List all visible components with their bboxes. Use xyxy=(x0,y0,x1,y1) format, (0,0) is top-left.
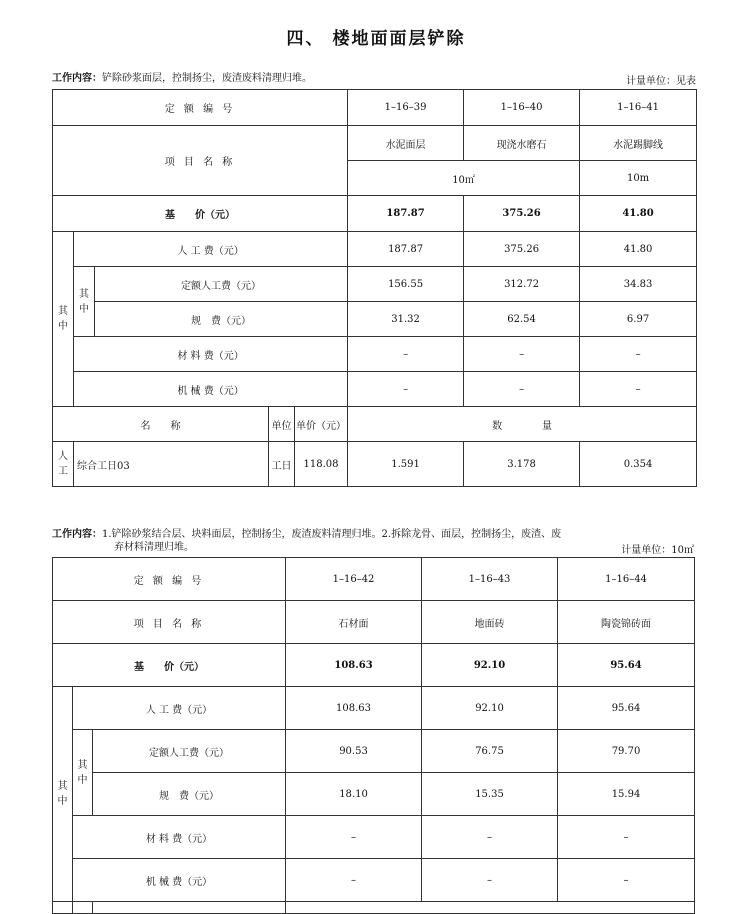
material-cell: – xyxy=(558,816,695,859)
sub-among-label: 其中 xyxy=(74,267,95,337)
quota-labor-label: 定额人工费（元） xyxy=(95,267,348,302)
quota-labor-cell: 90.53 xyxy=(286,730,422,773)
work-content-text-line1: 1.铲除砂浆结合层、块料面层，控制扬尘，废渣废料清理归堆。2.拆除龙骨、面层，控制扬尘，废渣、废 xyxy=(102,529,562,540)
code-cell: 1–16–44 xyxy=(558,558,695,601)
resource-name: 综合工日03 xyxy=(74,442,269,487)
machine-cell: – xyxy=(286,859,422,902)
fee-label: 规 费（元） xyxy=(95,302,348,337)
labor-cell: 187.87 xyxy=(348,232,464,267)
fee-cell: 31.32 xyxy=(348,302,464,337)
machine-cell: – xyxy=(464,372,580,407)
material-label: 材 料 费（元） xyxy=(73,816,286,859)
resource-qty-cell: 1.591 xyxy=(348,442,464,487)
fee-cell: 18.10 xyxy=(286,773,422,816)
code-cell: 1–16–43 xyxy=(422,558,558,601)
base-price-label: 基 价（元） xyxy=(53,196,348,232)
fee-cell: 15.35 xyxy=(422,773,558,816)
labor-cell: 108.63 xyxy=(286,687,422,730)
among-label: 其中 xyxy=(53,232,74,407)
base-price-cell: 108.63 xyxy=(286,644,422,687)
quota-table-1 xyxy=(52,89,697,487)
quantity-header: 数 量 xyxy=(348,407,697,442)
work-content-label: 工作内容： xyxy=(52,529,102,540)
among-label: 其中 xyxy=(53,687,73,902)
resource-qty-cell: 0.354 xyxy=(580,442,697,487)
work-content-label: 工作内容： xyxy=(52,73,102,84)
item-name-label: 项 目 名 称 xyxy=(53,126,348,196)
quota-labor-cell: 312.72 xyxy=(464,267,580,302)
codes-label: 定 额 编 号 xyxy=(53,558,286,601)
code-cell: 1–16–39 xyxy=(348,90,464,126)
code-cell: 1–16–41 xyxy=(580,90,697,126)
code-cell: 1–16–42 xyxy=(286,558,422,601)
unit-note-1: 计量单位：见表 xyxy=(626,76,696,87)
resource-category: 人工 xyxy=(53,442,74,487)
base-price-cell: 375.26 xyxy=(464,196,580,232)
base-price-label: 基 价（元） xyxy=(53,644,286,687)
item-name-cell: 现浇水磨石 xyxy=(464,126,580,161)
work-content-1 xyxy=(52,72,612,85)
base-price-cell: 187.87 xyxy=(348,196,464,232)
base-price-cell: 95.64 xyxy=(558,644,695,687)
item-name-cell: 地面砖 xyxy=(422,601,558,644)
quota-labor-label: 定额人工费（元） xyxy=(93,730,286,773)
machine-cell: – xyxy=(580,372,697,407)
base-price-cell: 41.80 xyxy=(580,196,697,232)
machine-cell: – xyxy=(558,859,695,902)
unit-price-header: 单价（元） xyxy=(295,407,348,442)
base-price-cell: 92.10 xyxy=(422,644,558,687)
quota-labor-cell: 76.75 xyxy=(422,730,558,773)
unit-header: 单位 xyxy=(269,407,295,442)
material-cell: – xyxy=(580,337,697,372)
codes-label: 定 额 编 号 xyxy=(53,90,348,126)
fee-cell: 6.97 xyxy=(580,302,697,337)
resource-unit: 工日 xyxy=(269,442,295,487)
quota-labor-cell: 156.55 xyxy=(348,267,464,302)
material-cell: – xyxy=(348,337,464,372)
machine-label: 机 械 费（元） xyxy=(74,372,348,407)
fee-label: 规 费（元） xyxy=(93,773,286,816)
labor-cell: 95.64 xyxy=(558,687,695,730)
labor-label: 人 工 费（元） xyxy=(73,687,286,730)
item-name-cell: 陶瓷锦砖面 xyxy=(558,601,695,644)
labor-cell: 41.80 xyxy=(580,232,697,267)
code-cell: 1–16–40 xyxy=(464,90,580,126)
unit-note-2: 计量单位：10㎡ xyxy=(621,545,694,556)
work-content-text: 铲除砂浆面层，控制扬尘，废渣废料清理归堆。 xyxy=(102,73,312,84)
work-content-2 xyxy=(52,528,572,554)
item-name-cell: 水泥面层 xyxy=(348,126,464,161)
item-name-cell: 水泥踢脚线 xyxy=(580,126,697,161)
work-content-text-line2: 弃材料清理归堆。 xyxy=(114,542,194,553)
machine-cell: – xyxy=(348,372,464,407)
quota-table-2 xyxy=(52,557,695,914)
page-title: 四、 楼地面面层铲除 xyxy=(286,29,466,49)
resource-qty-cell: 3.178 xyxy=(464,442,580,487)
machine-label: 机 械 费（元） xyxy=(73,859,286,902)
unit-cell: 10m xyxy=(580,161,697,196)
material-cell: – xyxy=(422,816,558,859)
labor-label: 人 工 费（元） xyxy=(74,232,348,267)
material-cell: – xyxy=(464,337,580,372)
sub-among-label: 其中 xyxy=(73,730,93,816)
fee-cell: 15.94 xyxy=(558,773,695,816)
labor-cell: 375.26 xyxy=(464,232,580,267)
fee-cell: 62.54 xyxy=(464,302,580,337)
quota-labor-cell: 34.83 xyxy=(580,267,697,302)
name-header: 名 称 xyxy=(53,407,269,442)
material-cell: – xyxy=(286,816,422,859)
machine-cell: – xyxy=(422,859,558,902)
quota-labor-cell: 79.70 xyxy=(558,730,695,773)
material-label: 材 料 费（元） xyxy=(74,337,348,372)
labor-cell: 92.10 xyxy=(422,687,558,730)
item-name-label: 项 目 名 称 xyxy=(53,601,286,644)
resource-unit-price: 118.08 xyxy=(295,442,348,487)
unit-cell: 10㎡ xyxy=(348,161,580,196)
item-name-cell: 石材面 xyxy=(286,601,422,644)
